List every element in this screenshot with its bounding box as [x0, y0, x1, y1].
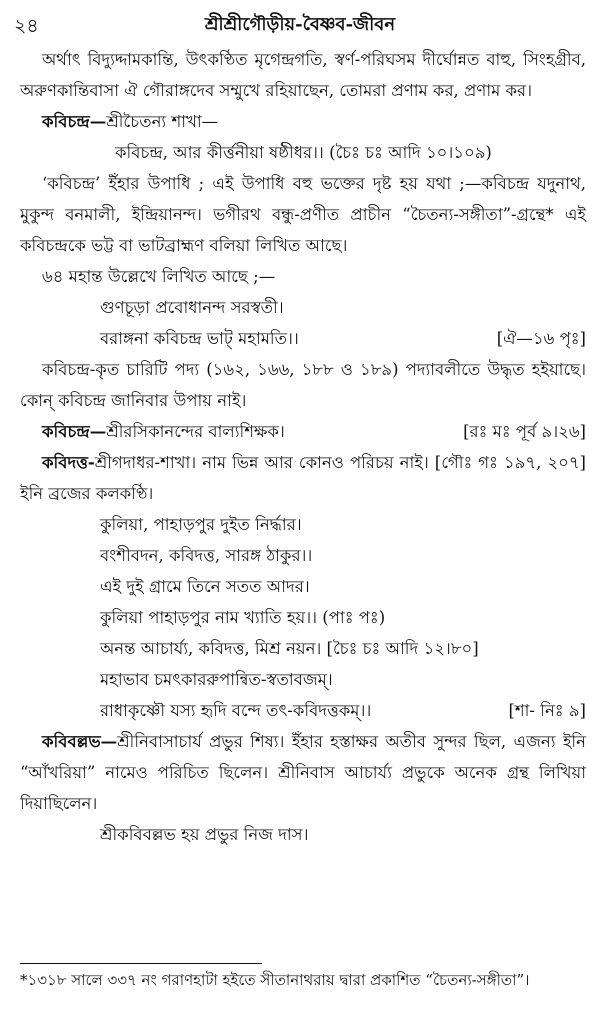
footnote: *১৩১৮ সালে ৩৩৭ নং গরাণহাটা হইতে সীতানাথরায় দ্বারা প্রকাশিত “চৈতন্য-সঙ্গীতা”। [20, 971, 530, 989]
verse-line: মহাভাব চমৎকাররুপান্বিত-স্বতাবজম্‌। [100, 670, 333, 689]
verse-line: শ্রীকবিবল্লভ হয় প্রভুর নিজ দাস। [100, 825, 309, 844]
verse-line: এই দুই গ্রামে তিনে সতত আদর। [100, 577, 310, 596]
verse-reference: [ঐ—১৬ পৃঃ] [496, 329, 586, 348]
page-header [0, 0, 600, 44]
paragraph: অর্থাৎ বিদ্যুদ্দামকান্তি, উৎকণ্ঠিত মৃগেন্দ্রগতি, স্বর্ণ-পরিঘসম দীর্ঘোন্নত বাহু, সিংহগ্রীব, অরুণকান্তিবাসা ঐ গৌরাঙ্গদেব সম্মুখে রহিয়াছেন, তোমরা প্রণাম কর, প্রণাম কর। [20, 50, 586, 100]
verse-line: কুলিয়া, পাহাড়পুর দুইত নির্দ্ধার। [100, 515, 302, 534]
entry-text: শ্রীরসিকানন্দের বাল্যশিক্ষক। [106, 422, 285, 441]
verse-reference: [শা- নিঃ ৯] [508, 701, 586, 720]
paragraph: ‘কবিচন্দ্র’ ইঁহার উপাধি ; এই উপাধি বহু ভক্তের দৃষ্ট হয় যথা ;—কবিচন্দ্র যদুনাথ, মুকুন্দ বনমালী, ইন্দ্রিয়ানন্দ। ভগীরথ বন্ধু-প্রণীত প্রাচীন “চৈতন্য-সঙ্গীতা”-গ্রন্থে* এই কবিচন্দ্রকে ভট্ট বা ভাটব্রাহ্মণ বলিয়া লিখিত আছে। [20, 174, 586, 255]
verse-line: অনন্ত আচার্য্য, কবিদত্ত, মিশ্র নয়ন। [চৈঃ চঃ আদি ১২।৮০] [100, 639, 479, 658]
verse-line: বংশীবদন, কবিদত্ত, সারঙ্গ ঠাকুর।। [100, 546, 313, 565]
entry-paragraph [20, 106, 586, 137]
verse-line [20, 695, 586, 726]
entry-text: শ্রীগদাধর-শাখা। নাম ভিন্ন আর কোনও পরিচয় নাই। [গৌঃ গঃ ১৯৭, ২০৭] ইনি ব্রজের কলকণ্ঠি। [20, 453, 586, 503]
entry-paragraph [20, 447, 586, 509]
verse-text: বরাঙ্গনা কবিচন্দ্র ভাট্‌ মহামতি।। [100, 329, 299, 348]
entry-paragraph [20, 726, 586, 819]
paragraph: কবিচন্দ্র-কৃত চারিটি পদ্য (১৬২, ১৬৬, ১৮৮ ও ১৮৯) পদ্যাবলীতে উদ্ধৃত হইয়াছে। কোন্‌ কবিচন্দ্র জানিবার উপায় নাই। [20, 360, 586, 410]
verse-line: কবিচন্দ্র, আর কীর্ত্তনীয়া ষষ্ঠীধর।। (চৈঃ চঃ আদি ১০।১০৯) [115, 143, 492, 162]
running-title: শ্রীশ্রীগৌড়ীয়-বৈষ্ণব-জীবন [204, 14, 396, 35]
entry-reference: [রঃ মঃ পূর্ব ৯।২৬] [463, 422, 586, 441]
entry-headword: কবিচন্দ্র— [42, 112, 107, 131]
verse-line: গুণচূড়া প্রবোধানন্দ সরস্বতী। [100, 298, 284, 317]
footnote-divider [20, 963, 262, 964]
entry-paragraph [20, 416, 586, 447]
entry-text: শ্রীচৈতন্য শাখা— [106, 112, 219, 131]
verse-line [20, 323, 586, 354]
entry-headword: কবিদত্ত- [42, 453, 95, 472]
paragraph: ৬৪ মহান্ত উল্লেখে লিখিত আছে ;— [42, 267, 276, 286]
entry-headword: কবিবল্লভ— [42, 732, 118, 751]
entry-text: শ্রীনিবাসাচার্য প্রভুর শিষ্য। ইঁহার হস্তাক্ষর অতীব সুন্দর ছিল, এজন্য ইনি “আঁখরিয়া” নামেও পরিচিত ছিলেন। শ্রীনিবাস আচার্য্য প্রভুকে অনেক গ্রন্থ লিখিয়া দিয়াছিলেন। [20, 732, 586, 813]
page-number: ২৪ [14, 15, 39, 37]
verse-line: কুলিয়া পাহাড়পুর নাম খ্যাতি হয়।। (পাঃ পঃ) [100, 608, 386, 627]
entry-headword: কবিচন্দ্র— [42, 422, 107, 441]
verse-text: রাধাকৃষ্ণৌ যস্য হৃদি বন্দে তৎ-কবিদত্তকম্‌।। [100, 701, 372, 720]
page-body [20, 44, 586, 850]
